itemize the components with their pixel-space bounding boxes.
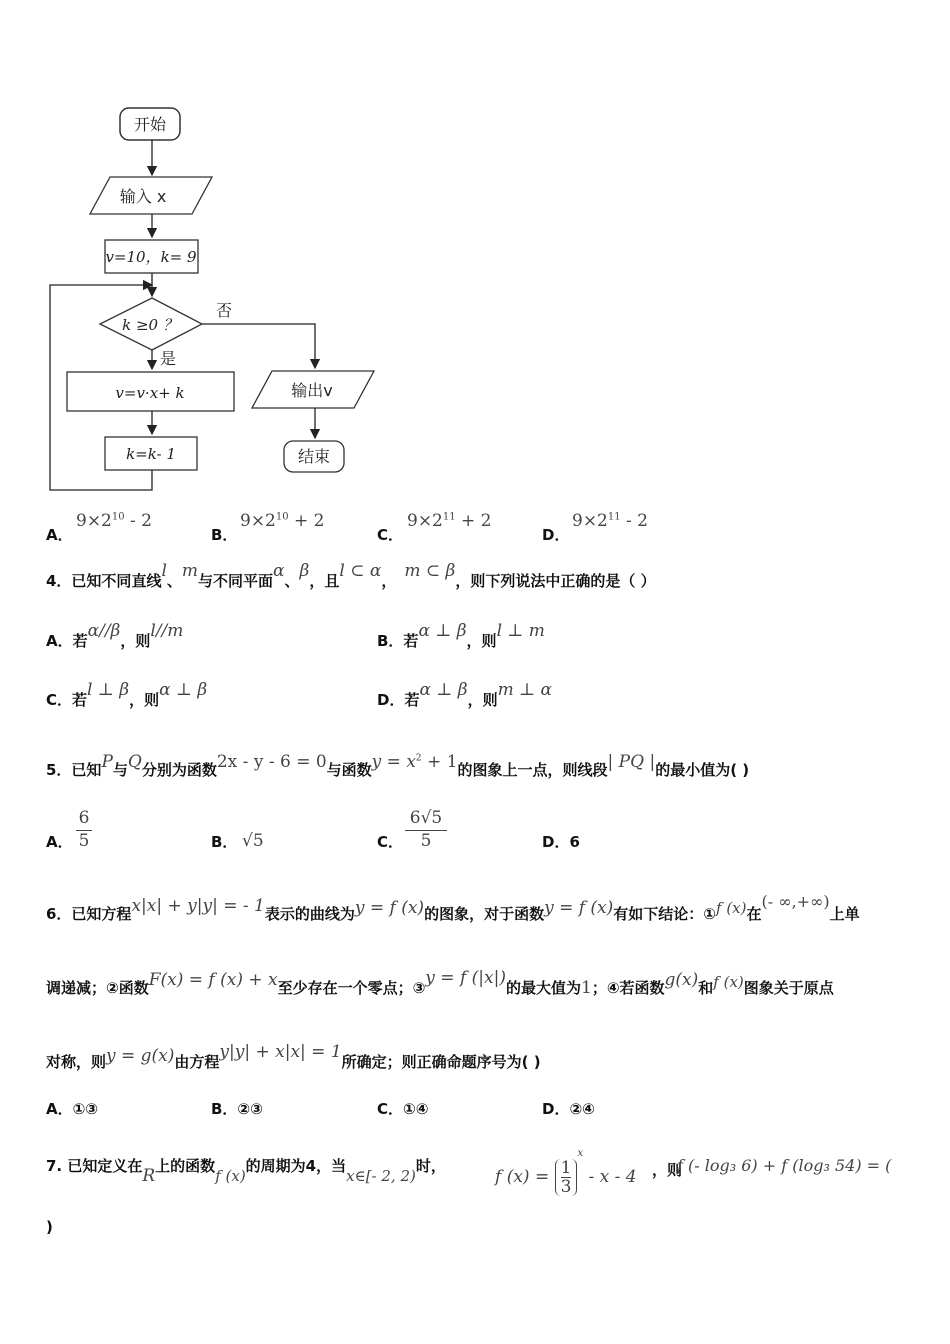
q5-option-a-label: A． — [46, 833, 73, 851]
q5-option-b-label: B． — [211, 833, 238, 851]
condition-label: k ≥0 ？ — [122, 316, 178, 334]
q5-option-c-label: C． — [377, 833, 404, 851]
q5-option-d: D．6 — [542, 833, 580, 851]
q7-close-paren: ) — [46, 1218, 53, 1236]
end-label: 结束 — [297, 447, 331, 466]
q6-stem-line3: 对称，则y = g(x)由方程y|y| + x|x| = 1所确定；则正确命题序号为( ) — [46, 1042, 541, 1071]
init-label: v=10，k= 9 — [105, 248, 197, 266]
no-label: 否 — [216, 301, 233, 320]
q7-expression: f (- log₃ 6) + f (log₃ 54) = ( — [677, 1156, 892, 1175]
q6-stem-line2: 调递减；②函数F(x) = f (x) + x至少存在一个零点；③y = f (|x|)的最大值为1；④若函数g(x)和f (x)图象关于原点 — [46, 968, 834, 998]
q6-stem-line1: 6．已知方程x|x| + y|y| = - 1表示的曲线为y = f (x)的图象，对于函数y = f (x)有如下结论：①f (x)在(- ∞,+∞)上单 — [46, 892, 860, 923]
q6-option-b: B．②③ — [211, 1100, 263, 1118]
output-label: 输出v — [291, 381, 333, 400]
q7-stem: 7. 已知定义在R上的函数f (x)的周期为4，当x∈[- 2, 2)时， — [46, 1157, 446, 1186]
q7-definition: f (x) = $\frac{1}{3}$ $^x$ - x - 4 — [495, 1148, 637, 1197]
yes-label: 是 — [160, 349, 177, 368]
q5-option-c: 6√5 5 — [405, 808, 447, 851]
q7-then: ，则 — [652, 1161, 683, 1179]
q6-option-d: D．②④ — [542, 1100, 595, 1118]
q4-option-d: D．若α ⊥ β，则m ⊥ α — [377, 680, 552, 709]
q3-option-a-label: A． — [46, 526, 73, 544]
q5-option-a: 6 5 — [76, 808, 92, 851]
q3-option-b: $9\times 2^{10} + 2$ — [240, 511, 325, 531]
q3-option-c: $9\times 2^{11} + 2$ — [407, 511, 492, 531]
q6-option-c: C．①④ — [377, 1100, 429, 1118]
flowchart — [40, 100, 390, 500]
q4-option-c: C．若l ⊥ β，则α ⊥ β — [46, 680, 208, 709]
q4-option-a: A．若α//β，则l//m — [46, 621, 184, 650]
q5-stem: 5．已知P与Q分别为函数2x - y - 6 = 0与函数$y = x^2 + 1$的图象上一点，则线段| PQ |的最小值为( ) — [46, 752, 750, 779]
q3-option-a: $9\times 2^{10} - 2$ — [76, 511, 152, 531]
q3-option-d: $9\times 2^{11} - 2$ — [572, 511, 648, 531]
start-label: 开始 — [133, 115, 167, 134]
q3-option-d-label: D． — [542, 526, 570, 544]
update-v-label: v=v·x+ k — [115, 384, 185, 402]
q4-option-b: B．若α ⊥ β，则l ⊥ m — [377, 621, 545, 650]
q4-stem: 4．已知不同直线l、m与不同平面α、β，且l ⊂ α， m ⊂ β，则下列说法中正确的是（ ） — [46, 561, 656, 590]
q3-option-b-label: B． — [211, 526, 238, 544]
input-label: 输入 x — [119, 187, 167, 206]
q3-option-c-label: C． — [377, 526, 404, 544]
update-k-label: k=k- 1 — [126, 445, 176, 463]
q5-option-b: √5 — [242, 831, 264, 851]
q6-option-a: A．①③ — [46, 1100, 99, 1118]
